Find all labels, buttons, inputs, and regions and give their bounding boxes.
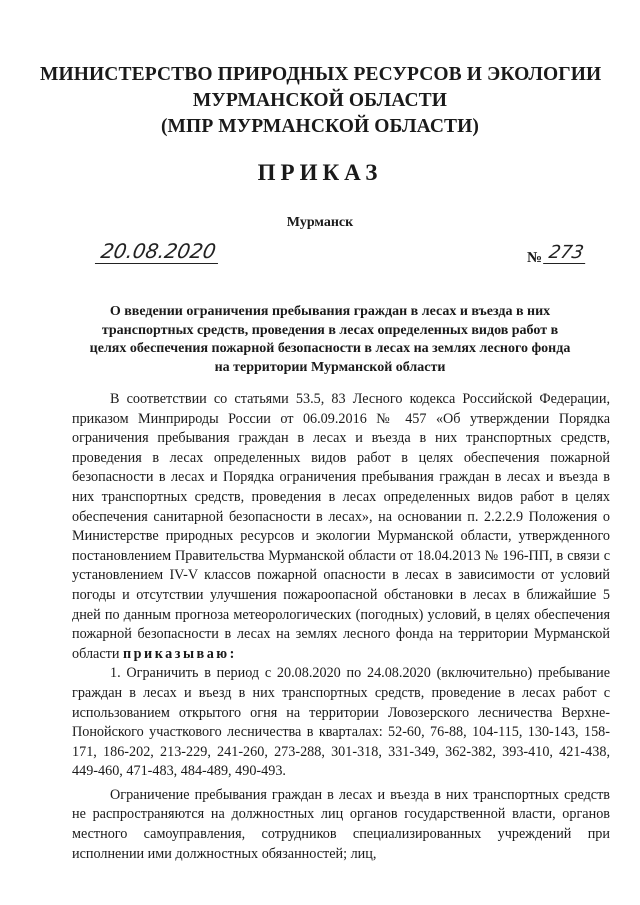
number-sign: № (527, 250, 543, 266)
subject-line-2: транспортных средств, проведения в лесах определенных видов работ в (101, 322, 559, 338)
city-name: Мурманск (286, 215, 354, 230)
ministry-name-line-2: МУРМАНСКОЙ ОБЛАСТИ (192, 90, 448, 111)
clause-1-paragraph: 1. Ограничить в период с 20.08.2020 по 24.08.2020 (включительно) пребывание граждан в лесах и въезд в них транспортных средств, проведение в лесах работ с использованием открытого огня на территории Ловозерского лесничества Верхне-Понойского участкового лесничества в кварталах: 52-60, 76-88, 104-115, 130-143, 158-171, 186-202, 213-229, 241-260, 273-288, 301-318, 331-349, 362-382, 393-410, 421-438, 449-460, 471-483, 484-489, 490-493. (72, 665, 610, 780)
ministry-abbreviation: (МПР МУРМАНСКОЙ ОБЛАСТИ) (160, 116, 480, 137)
preamble-text: В соответствии со статьями 53.5, 83 Лесного кодекса Российской Федерации, приказом Минприроды России от 06.09.2016 № 457 «Об утверждении Порядка ограничения пребывания граждан в лесах и въезда в них транспортных средств, проведения в лесах определенных видов работ в целях обеспечения пожарной безопасности в лесах и Порядка ограничения пребывания граждан в лесах и въезда в них транспортных средств, проведения в лесах определенных видов работ в целях обеспечения санитарной безопасности в лесах», на основании п. 2.2.2.9 Положения о Министерстве природных ресурсов и экологии Мурманской области, утвержденного постановлением Правительства Мурманской области от 18.04.2013 № 196-ПП, в связи с установлением IV-V классов пожарной опасности в лесах в зависимости от условий погоды и отсутствии улучшения пожароопасной обстановки в лесах в ближайшие 5 дней по данным прогноза метеорологических (погодных) условий, в целях обеспечения пожарной безопасности в лесах на землях лесного фонда на территории Мурманской области (72, 391, 610, 662)
ministry-header (40, 62, 600, 140)
subject-line-1: О введении ограничения пребывания граждан в лесах и въезда в них (109, 304, 551, 319)
order-word: приказываю: (122, 645, 237, 662)
subject-line-4: на территории Мурманской области (214, 359, 446, 375)
exception-paragraph: Ограничение пребывания граждан в лесах и въезда в них транспортных средств не распространяются на должностных лиц органов государственной власти, органов местного самоуправления, сотрудников специализированных учреждений при исполнении ими должностных обязанностей; лиц, (72, 786, 610, 862)
handwritten-date: 20.08.2020 (95, 240, 222, 264)
handwritten-order-number: 273 (543, 242, 589, 264)
preamble-paragraph (72, 390, 610, 664)
order-subject (58, 303, 602, 377)
order-number (527, 242, 587, 268)
document-type-title: ПРИКАЗ (257, 160, 383, 185)
subject-line-3: целях обеспечения пожарной безопасности в лесах на землях лесного фонда (89, 341, 571, 356)
order-body (72, 390, 610, 864)
ministry-name-line-1: МИНИСТЕРСТВО ПРИРОДНЫХ РЕСУРСОВ И ЭКОЛОГИИ (40, 64, 602, 85)
